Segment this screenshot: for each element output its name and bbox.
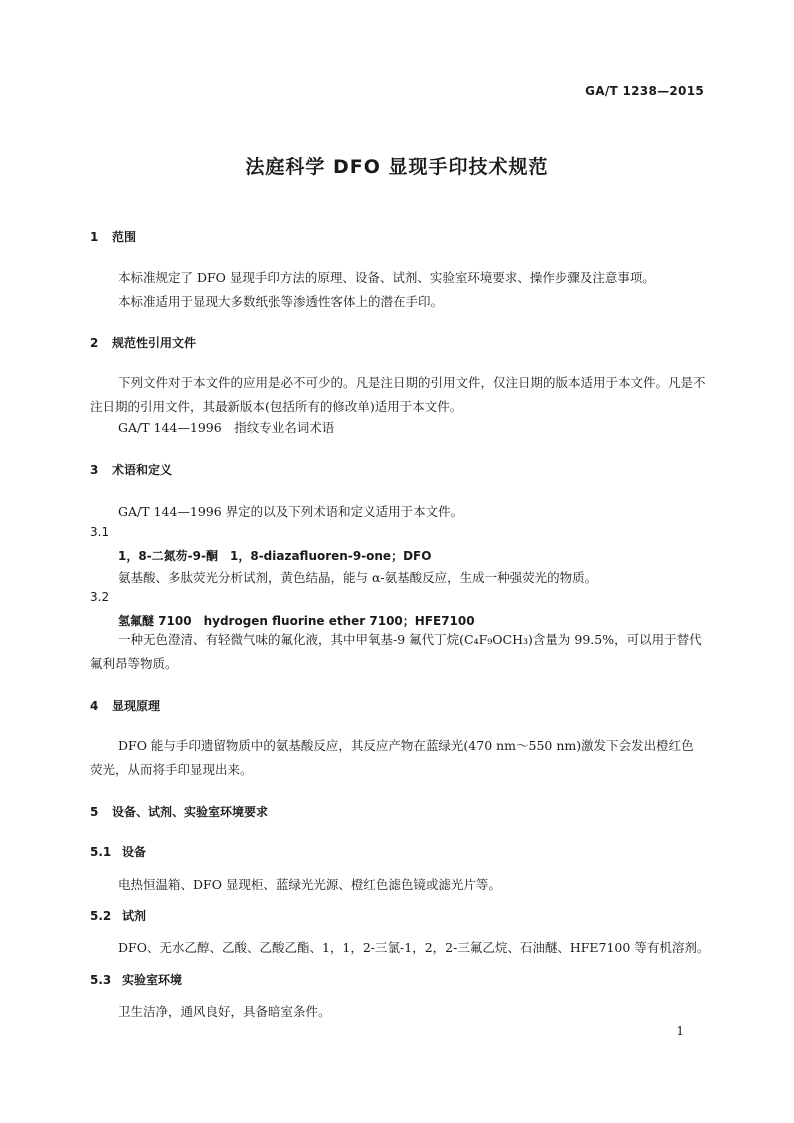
subsection-title: 试剂 (122, 909, 147, 923)
section-heading-3 (90, 461, 172, 478)
standard-code: GA/T 1238—2015 (585, 84, 704, 98)
sec5-1-text: 电热恒温箱、DFO 显现柜、蓝绿光光源、橙红色滤色镜或滤光片等。 (118, 877, 501, 892)
subsection-title: 实验室环境 (122, 973, 183, 987)
section-number: 5 (90, 805, 99, 819)
section-title: 设备、试剂、实验室环境要求 (112, 805, 269, 819)
page-number: 1 (676, 1024, 684, 1038)
section-heading-2 (90, 334, 196, 351)
term-3-1-definition: 氨基酸、多肽荧光分析试剂，黄色结晶，能与 α-氨基酸反应，生成一种强荧光的物质。 (118, 570, 598, 585)
sec4-paragraph-1: DFO 能与手印遗留物质中的氨基酸反应，其反应产物在蓝绿光(470 nm～550 nm)激发下会发出橙红色荧光，从而将手印显现出来。 (90, 738, 694, 777)
subsection-title: 设备 (122, 845, 147, 859)
sec3-paragraph-1: GA/T 144—1996 界定的以及下列术语和定义适用于本文件。 (118, 504, 464, 519)
subsection-heading-5-3 (90, 971, 182, 988)
subsection-number: 5.3 (90, 973, 112, 987)
term-3-2-definition: 一种无色澄清、有轻微气味的氟化液，其中甲氧基-9 氟代丁烷(C₄F₉OCH₃)含量为 99.5%，可以用于替代氟利昂等物质。 (90, 632, 702, 671)
section-number: 4 (90, 699, 99, 713)
section-title: 规范性引用文件 (112, 336, 197, 350)
sec5-2-text: DFO、无水乙醇、乙酸、乙酸乙酯、1，1，2-三氯-1，2，2-三氟乙烷、石油醚、HFE7100 等有机溶剂。 (118, 940, 710, 955)
sec1-paragraph-1: 本标准规定了 DFO 显现手印方法的原理、设备、试剂、实验室环境要求、操作步骤及注意事项。 (118, 270, 655, 285)
section-title: 范围 (112, 230, 137, 244)
section-number: 2 (90, 336, 99, 350)
sec2-paragraph-1: 下列文件对于本文件的应用是必不可少的。凡是注日期的引用文件，仅注日期的版本适用于本文件。凡是不注日期的引用文件，其最新版本(包括所有的修改单)适用于本文件。 (90, 375, 706, 414)
section-heading-5 (90, 803, 268, 820)
section-number: 1 (90, 230, 99, 244)
sec2-reference: GA/T 144—1996 指纹专业名词术语 (118, 420, 335, 435)
subsection-heading-5-1 (90, 843, 146, 860)
section-heading-1 (90, 228, 136, 245)
term-3-1: 1，8-二氮芴-9-酮 1，8-diazafluoren-9-one；DFO (118, 549, 432, 563)
section-title: 显现原理 (112, 699, 161, 713)
section-number: 3 (90, 463, 99, 477)
subsection-heading-5-2 (90, 907, 146, 924)
section-heading-4 (90, 697, 160, 714)
sec1-paragraph-2: 本标准适用于显现大多数纸张等渗透性客体上的潜在手印。 (118, 294, 444, 309)
term-number-3-1: 3.1 (90, 525, 110, 539)
subsection-number: 5.1 (90, 845, 112, 859)
section-title: 术语和定义 (112, 463, 173, 477)
subsection-number: 5.2 (90, 909, 112, 923)
sec5-3-text: 卫生洁净，通风良好，具备暗室条件。 (118, 1004, 331, 1019)
document-title: 法庭科学 DFO 显现手印技术规范 (245, 156, 549, 178)
term-3-2: 氢氟醚 7100 hydrogen fluorine ether 7100；HFE7100 (118, 614, 475, 628)
term-number-3-2: 3.2 (90, 590, 110, 604)
